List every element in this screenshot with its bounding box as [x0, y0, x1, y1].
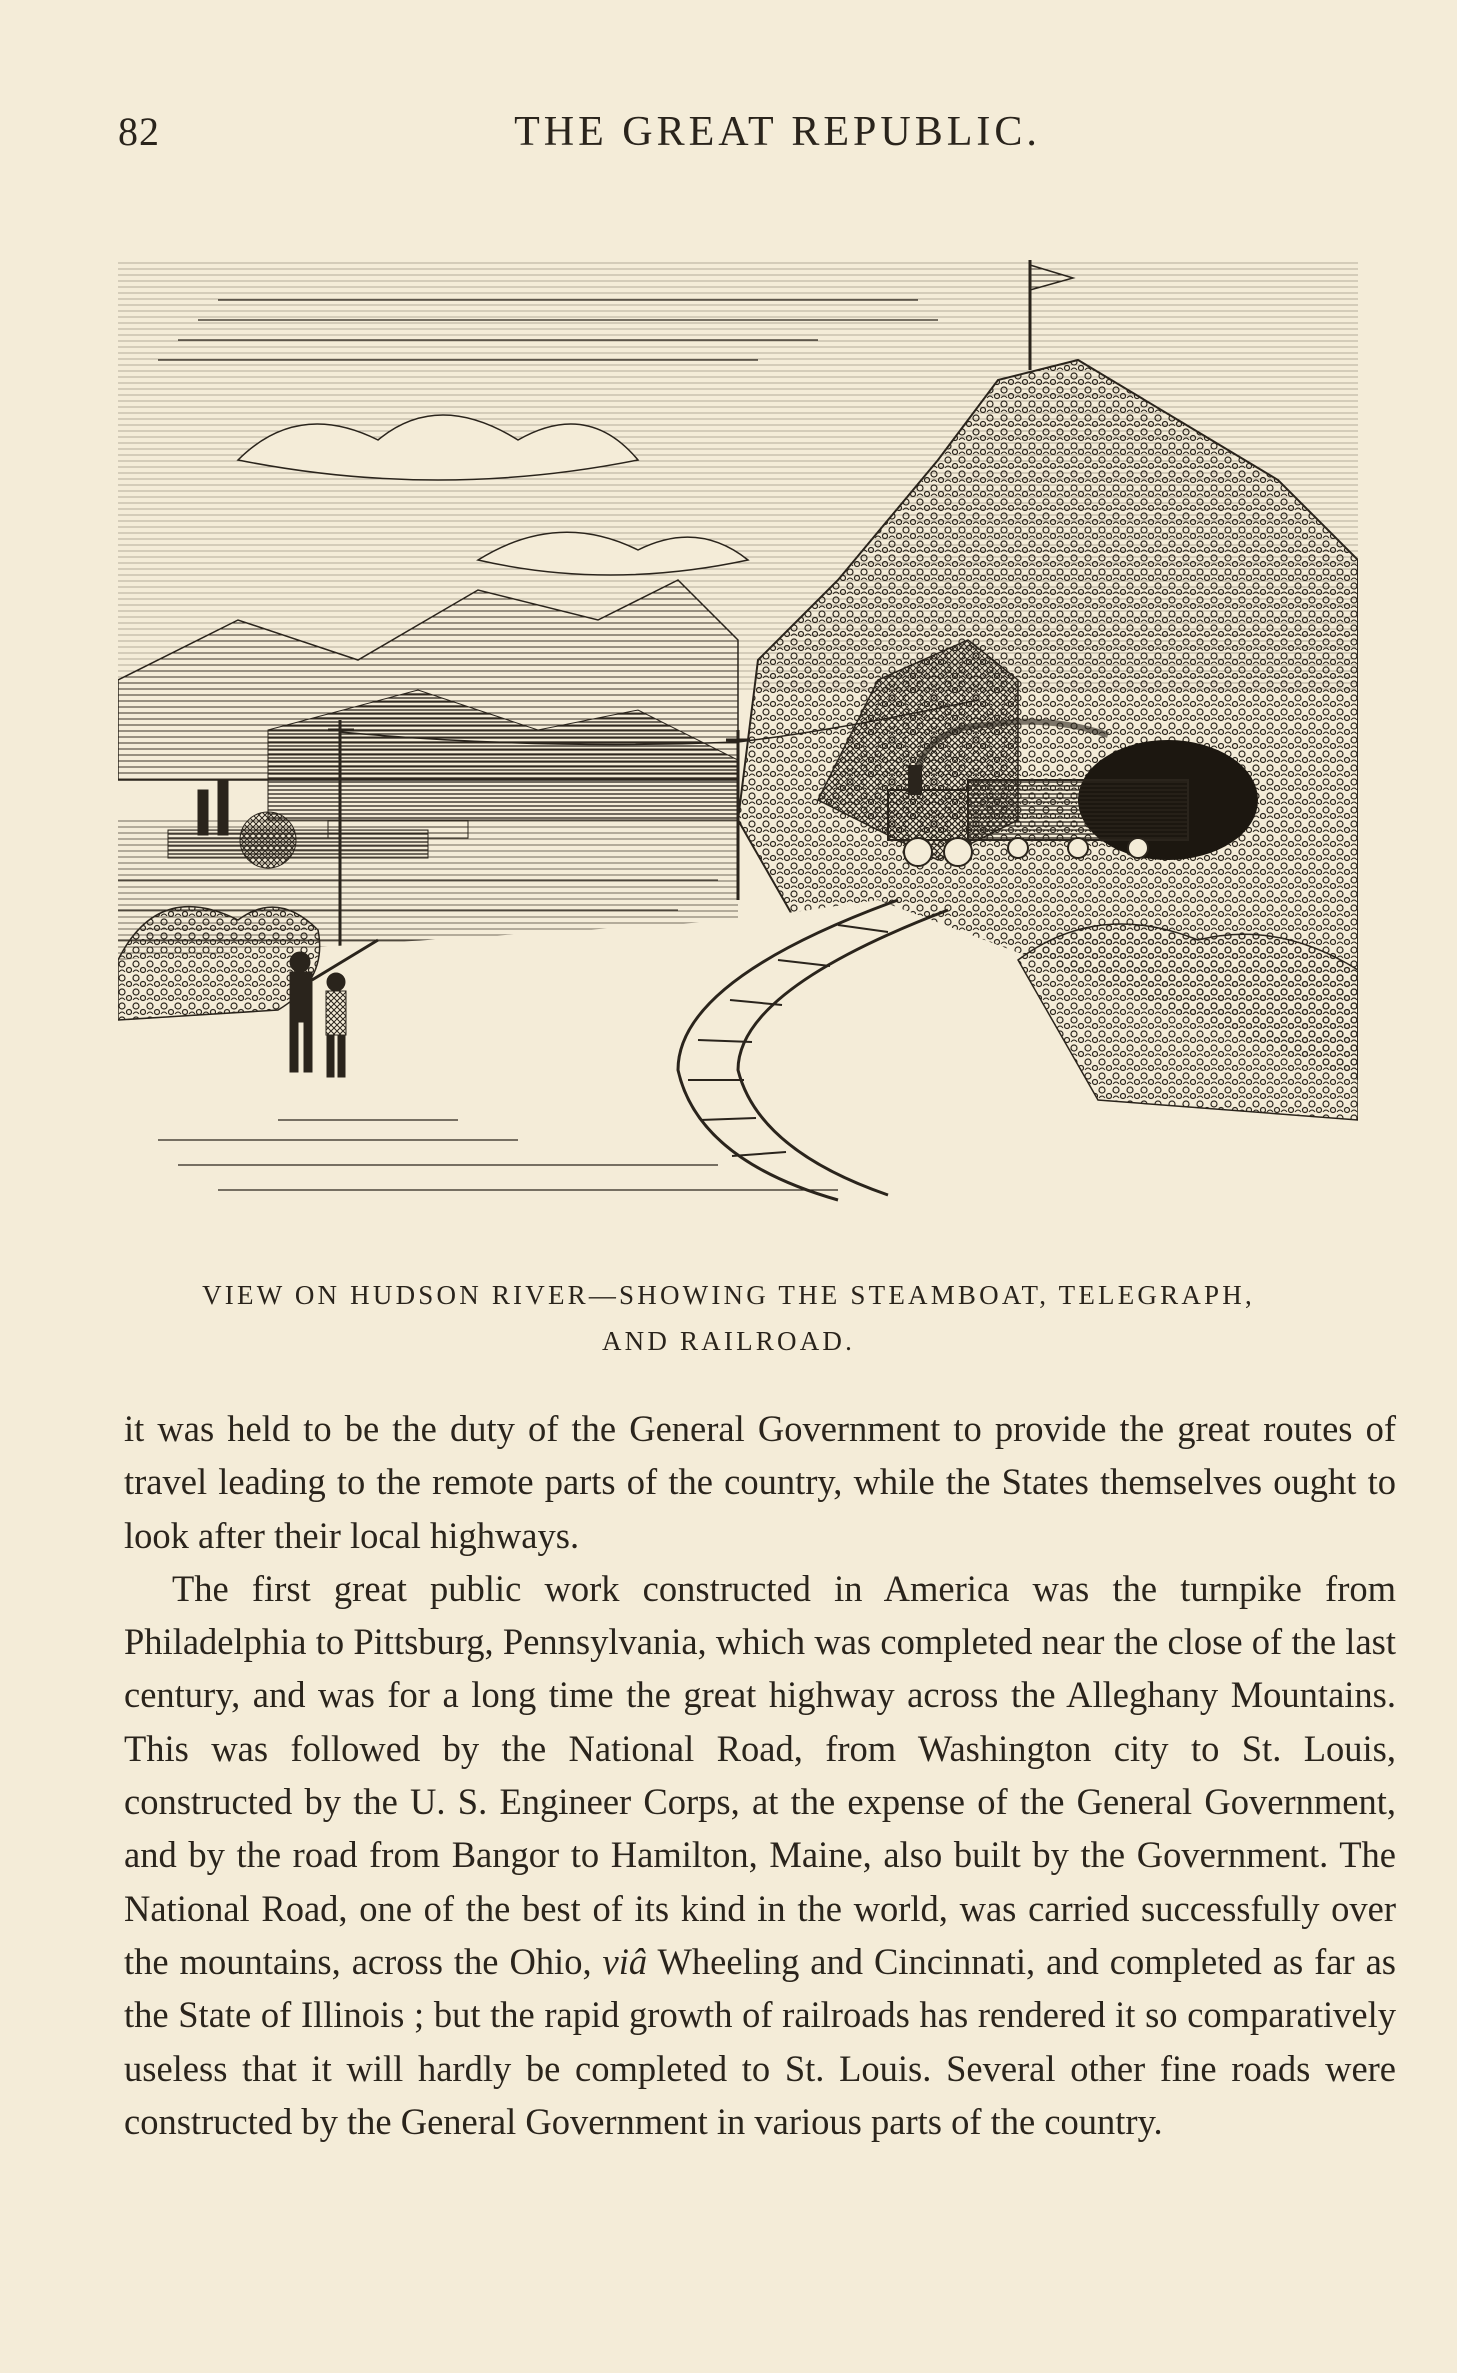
paragraph-2: [124, 1562, 1396, 2148]
body-text: [124, 1402, 1396, 2148]
page-header: [118, 108, 1337, 168]
hudson-river-engraving: [118, 260, 1358, 1210]
caption-line-1: VIEW ON HUDSON RIVER—SHOWING THE STEAMBOAT, TELEGRAPH,: [202, 1280, 1255, 1310]
paragraph-2-part-b: Wheeling and Cincinnati, and completed as far as the State of Illinois ; but the rapid growth of railroads has rendered it so comparatively useless that it will hardly be completed to St. Louis. Several other fine roads were constructed by the General Government in various parts of the country.: [124, 1940, 1397, 2142]
paragraph-2-via: viâ: [602, 1940, 648, 1982]
caption-line-2: AND RAILROAD.: [601, 1326, 856, 1356]
running-head: THE GREAT REPUBLIC.: [514, 109, 1041, 155]
page-number: 82: [118, 109, 160, 154]
figure-caption: [120, 1272, 1337, 1364]
paragraph-1: it was held to be the duty of the General Government to provide the great routes of travel leading to the remote parts of the country, while the States themselves ought to look after their local highways.: [124, 1408, 1396, 1556]
paragraph-2-part-a: The first great public work constructed in America was the turnpike from Philadelphia to Pittsburg, Pennsylvania, which was completed near the close of the last century, and was for a long time the great highway across the Alleghany Mountains. This was followed by the National Road, from Washington city to St. Louis, constructed by the U. S. Engineer Corps, at the expense of the General Government, and by the road from Bangor to Hamilton, Maine, also built by the Government. The National Road, one of the best of its kind in the world, was carried successfully over the mountains, across the Ohio,: [124, 1567, 1396, 1982]
